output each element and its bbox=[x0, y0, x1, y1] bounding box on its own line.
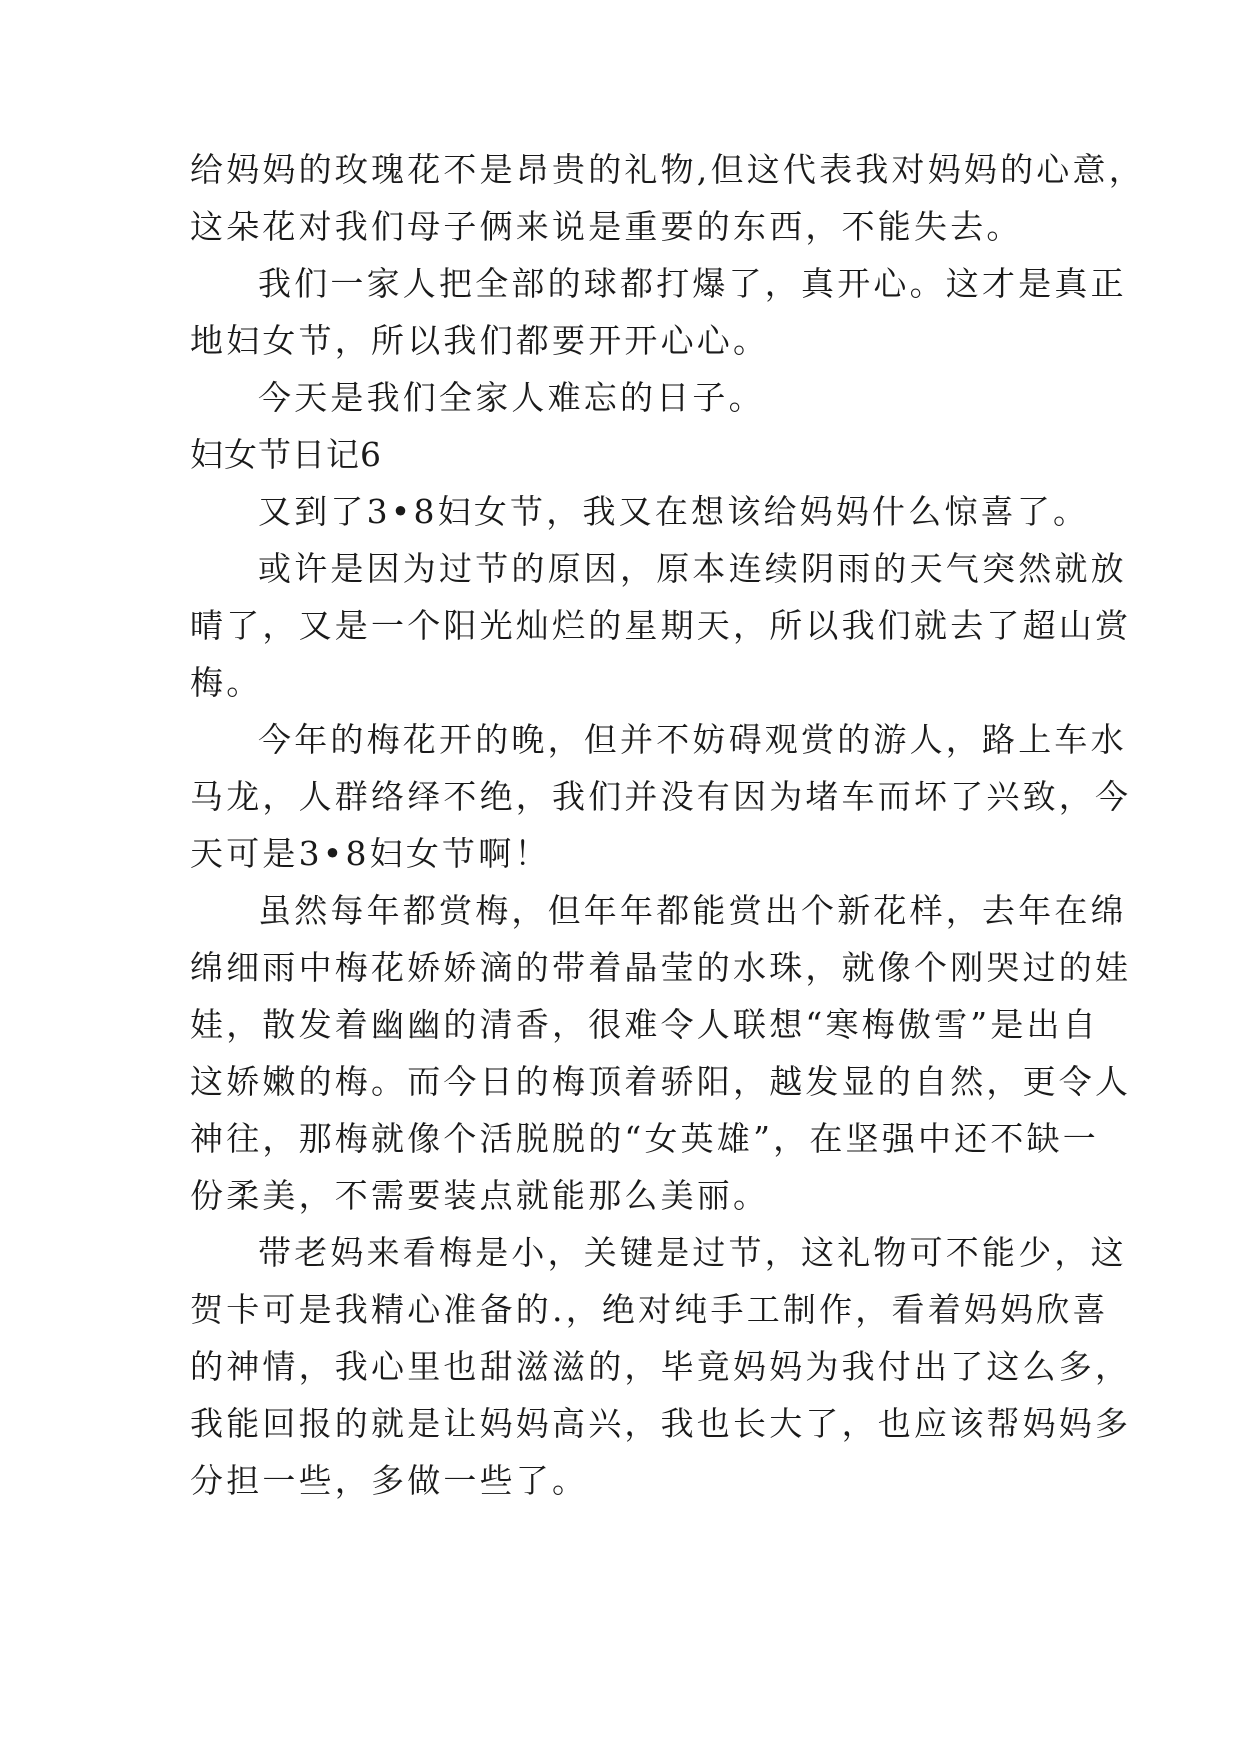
paragraph-line: 我能回报的就是让妈妈高兴，我也长大了，也应该帮妈妈多 bbox=[190, 1404, 1132, 1443]
paragraph-line: 又到了3•8妇女节，我又在想该给妈妈什么惊喜了。 bbox=[258, 492, 1090, 531]
paragraph-line: 晴了，又是一个阳光灿烂的星期天，所以我们就去了超山赏 bbox=[190, 606, 1132, 645]
paragraph-line: 马龙，人群络绎不绝，我们并没有因为堵车而坏了兴致，今 bbox=[190, 777, 1132, 816]
paragraph-line: 或许是因为过节的原因，原本连续阴雨的天气突然就放 bbox=[258, 549, 1127, 588]
paragraph-line: 的神情，我心里也甜滋滋的，毕竟妈妈为我付出了这么多， bbox=[190, 1347, 1132, 1386]
paragraph-line: 地妇女节，所以我们都要开开心心。 bbox=[190, 321, 770, 360]
paragraph-line: 带老妈来看梅是小，关键是过节，这礼物可不能少，这 bbox=[258, 1233, 1127, 1272]
paragraph-line: 娃，散发着幽幽的清香，很难令人联想“寒梅傲雪”是出自 bbox=[190, 1005, 1099, 1044]
paragraph-line: 天可是3•8妇女节啊！ bbox=[190, 834, 551, 873]
carryover-paragraph-line: 给妈妈的玫瑰花不是昂贵的礼物,但这代表我对妈妈的心意， bbox=[190, 150, 1145, 189]
section-heading: 妇女节日记6 bbox=[190, 435, 382, 474]
paragraph-line: 绵细雨中梅花娇娇滴的带着晶莹的水珠，就像个刚哭过的娃 bbox=[190, 948, 1132, 987]
paragraph-line: 我们一家人把全部的球都打爆了，真开心。这才是真正 bbox=[258, 264, 1127, 303]
paragraph-line: 虽然每年都赏梅，但年年都能赏出个新花样，去年在绵 bbox=[258, 891, 1127, 930]
paragraph-line: 分担一些，多做一些了。 bbox=[190, 1461, 589, 1500]
paragraph-line: 今年的梅花开的晚，但并不妨碍观赏的游人，路上车水 bbox=[258, 720, 1127, 759]
carryover-paragraph-line: 这朵花对我们母子俩来说是重要的东西，不能失去。 bbox=[190, 207, 1023, 246]
paragraph-line: 份柔美，不需要装点就能那么美丽。 bbox=[190, 1176, 770, 1215]
paragraph-line: 神往，那梅就像个活脱脱的“女英雄”，在坚强中还不缺一 bbox=[190, 1119, 1099, 1158]
paragraph-line: 梅。 bbox=[190, 663, 263, 702]
paragraph-line: 今天是我们全家人难忘的日子。 bbox=[258, 378, 765, 417]
paragraph-line: 贺卡可是我精心准备的.，绝对纯手工制作，看着妈妈欣喜 bbox=[190, 1290, 1109, 1329]
paragraph-line: 这娇嫩的梅。而今日的梅顶着骄阳，越发显的自然，更令人 bbox=[190, 1062, 1132, 1101]
